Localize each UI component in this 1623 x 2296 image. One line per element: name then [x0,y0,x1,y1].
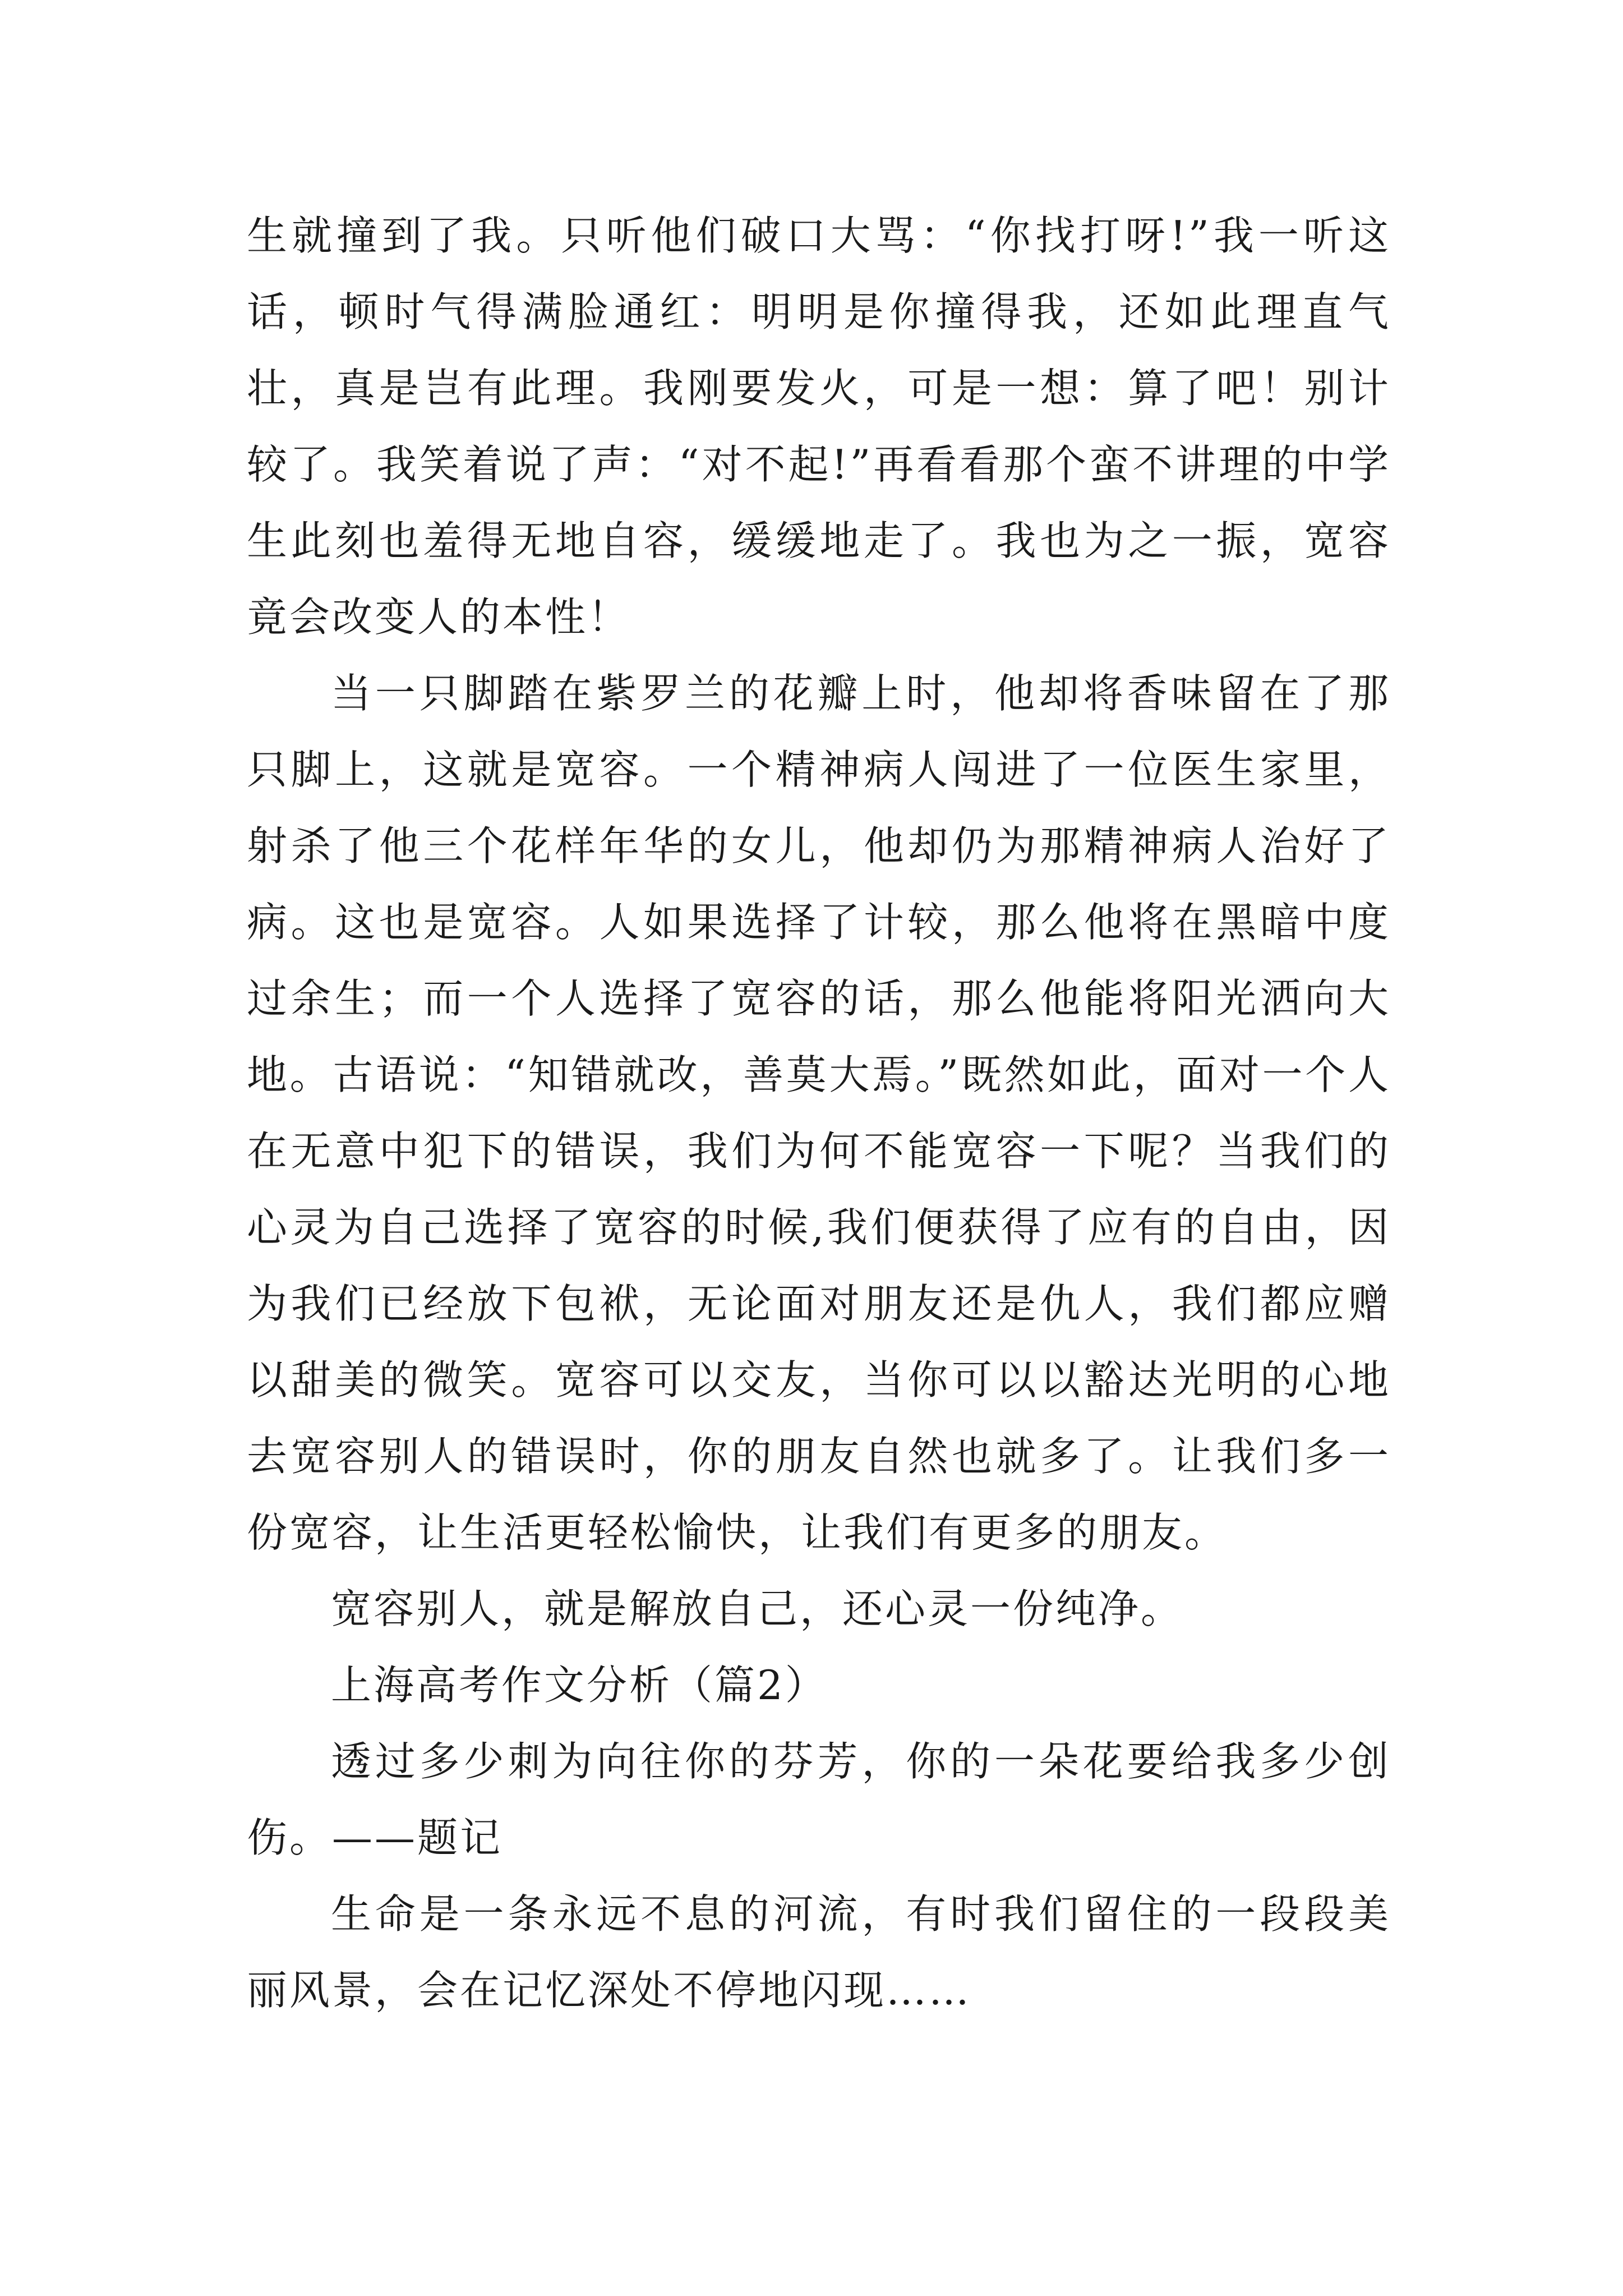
paragraph-tolerance: 当一只脚踏在紫罗兰的花瓣上时，他却将香味留在了那只脚上，这就是宽容。一个精神病人闯进了一位医生家里，射杀了他三个花样年华的女儿，他却仍为那精神病人治好了病。这也是宽容。人如果选择了计较，那么他将在黑暗中度过余生；而一个人选择了宽容的话，那么他能将阳光洒向大地。古语说：“知错就改，善莫大焉。”既然如此，面对一个人在无意中犯下的错误，我们为何不能宽容一下呢？当我们的心灵为自己选择了宽容的时候,我们便获得了应有的自由，因为我们已经放下包袱，无论面对朋友还是仇人，我们都应赠以甜美的微笑。宽容可以交友，当你可以以豁达光明的心地去宽容别人的错误时，你的朋友自然也就多了。让我们多一份宽容，让生活更轻松愉快，让我们有更多的朋友。 [247,670,1391,1556]
paragraph-opening: 生命是一条永远不息的河流，有时我们留住的一段段美丽风景，会在记忆深处不停地闪现…… [247,1890,1391,2014]
body-text [247,197,1391,2028]
section-heading: 上海高考作文分析（篇2） [331,1662,828,1709]
epigraph: 透过多少刺为向往你的芬芳，你的一朵花要给我多少创伤。——题记 [247,1738,1391,1861]
paragraph-continuation: 生就撞到了我。只听他们破口大骂：“你找打呀!”我一听这话，顿时气得满脸通红：明明是你撞得我，还如此理直气壮，真是岂有此理。我刚要发火，可是一想：算了吧！别计较了。我笑着说了声：“对不起!”再看看那个蛮不讲理的中学生此刻也羞得无地自容，缓缓地走了。我也为之一振，宽容竟会改变人的本性！ [247,212,1391,641]
paragraph-conclusion: 宽容别人，就是解放自己，还心灵一份纯净。 [331,1585,1184,1632]
